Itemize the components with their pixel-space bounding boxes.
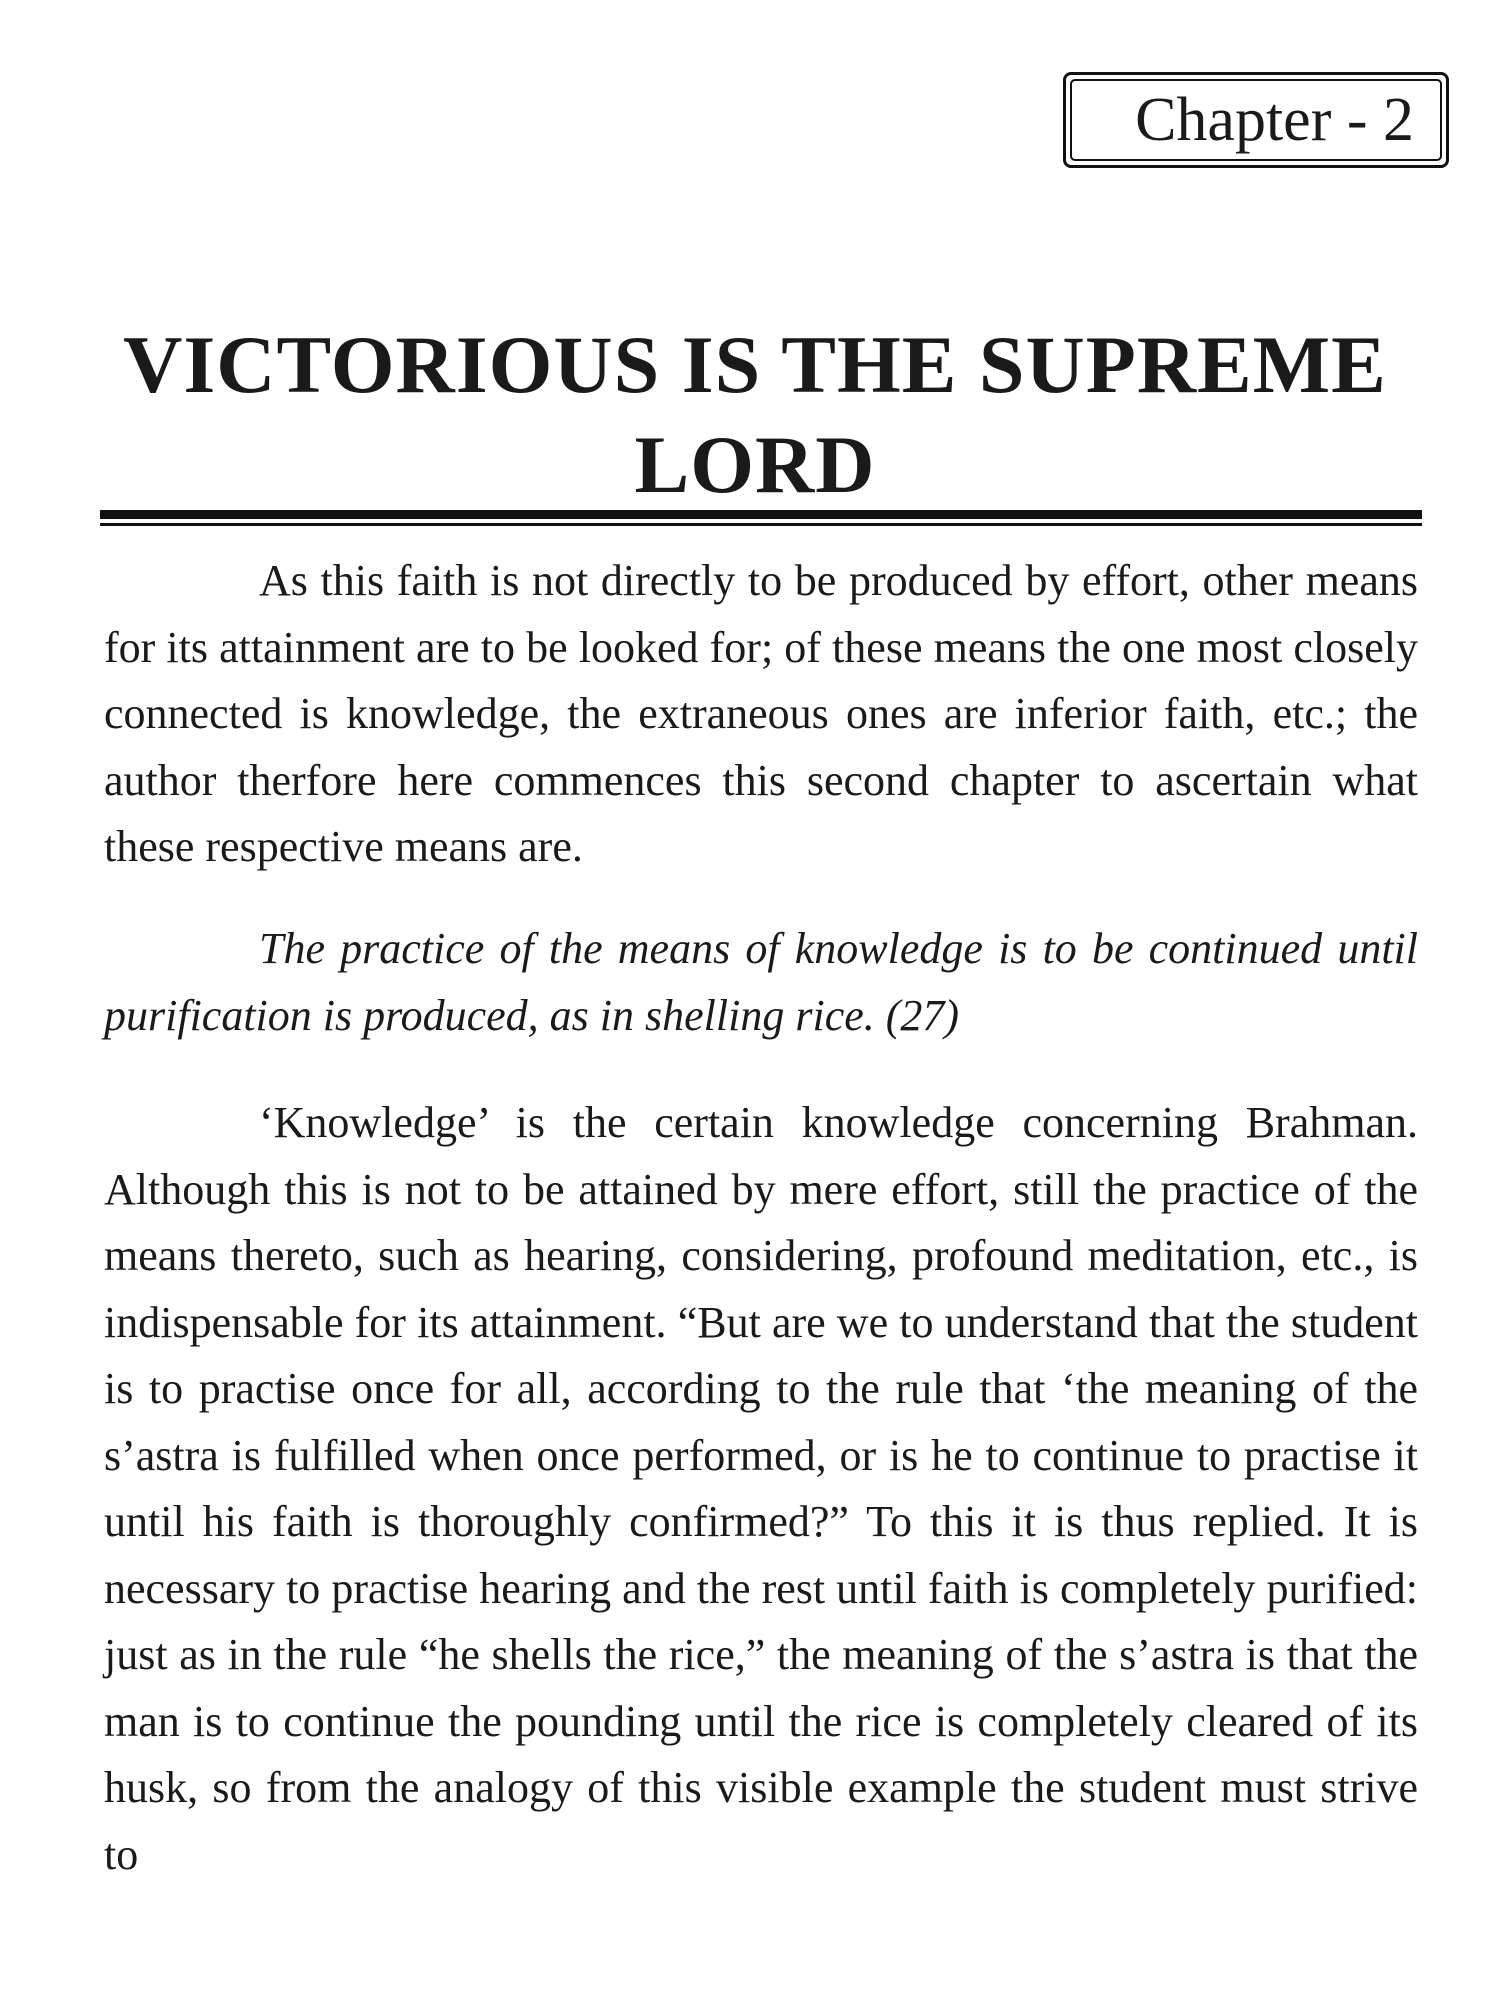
title-divider-thin <box>100 523 1422 526</box>
chapter-label: Chapter - 2 <box>1070 79 1442 161</box>
title-divider-thick <box>100 510 1422 519</box>
intro-paragraph: As this faith is not directly to be produced by effort, other means for its attainment are to be looked for; of these means the one most closely connected is knowledge, the extraneous ones are inferior faith, etc.; the author therfore here commences this second chapter to ascertain what these respective means are. <box>104 556 1418 871</box>
commentary-paragraph: ‘Knowledge’ is the certain knowledge concerning Brahman. Although this is not to be attained by mere effort, still the practice of the means thereto, such as hearing, considering, profound meditation, etc., is indispensable for its attainment. “But are we to understand that the student is to practise once for all, according to the rule that ‘the meaning of the s’astra is fulfilled when once performed, or is he to continue to practise it until his faith is thoroughly confirmed?” To this it is thus replied. It is necessary to practise hearing and the rest until faith is completely purified: just as in the rule “he shells the rice,” the meaning of the s’astra is that the man is to continue the pounding until the rice is completely cleared of its husk, so from the analogy of this visible example the student must strive to <box>104 1098 1418 1879</box>
page-title: VICTORIOUS IS THE SUPREME LORD <box>123 319 1387 510</box>
chapter-label-box <box>1063 72 1449 168</box>
sutra-verse: The practice of the means of knowledge is to be continued until purification is produced, as in shelling rice. (27) <box>104 924 1418 1040</box>
